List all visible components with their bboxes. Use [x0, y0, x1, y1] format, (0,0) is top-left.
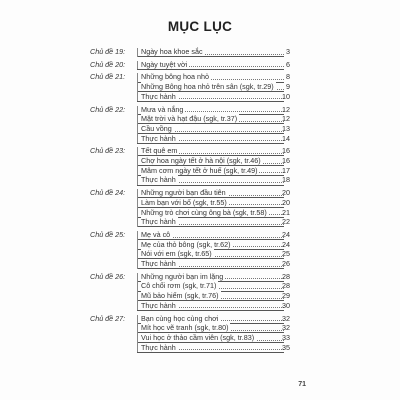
page-number: 71 [298, 381, 306, 388]
toc-page-number: 32 [282, 313, 290, 323]
toc-item-title: Cô chổi rơm (sgk, tr.71) [141, 281, 217, 291]
toc-item-title: Những người bạn im lặng [141, 271, 224, 281]
toc-row [0, 92, 400, 102]
toc-page-number: 22 [282, 217, 290, 227]
toc-page-number: 28 [282, 271, 290, 281]
topic-label: Chủ đề 21: [90, 72, 126, 82]
toc-item-title: Mít học vẽ tranh (sgk, tr.80) [141, 323, 229, 333]
toc-row [0, 314, 400, 324]
toc-page-number: 25 [282, 249, 290, 259]
chapter-bracket [137, 189, 138, 227]
toc-row [0, 323, 400, 333]
chapter-bracket [137, 48, 138, 57]
toc-row [0, 291, 400, 301]
toc-row [0, 72, 400, 82]
chapter-bracket [137, 315, 138, 353]
toc-page-number: 21 [282, 207, 290, 217]
toc-page-number: 20 [282, 188, 290, 198]
toc-page-number: 24 [282, 239, 290, 249]
toc-item-title: Vui học ở thảo cầm viên (sgk, tr.83) [141, 332, 255, 342]
toc-row [0, 343, 400, 353]
toc-item-title: Những người bạn đầu tiên [141, 188, 226, 198]
chapter-bracket [137, 73, 138, 101]
toc-row [0, 146, 400, 156]
toc-item-title: Mẹ của thỏ bông (sgk, tr.62) [141, 239, 231, 249]
topic-label: Chủ đề 22: [90, 104, 126, 114]
toc-row [0, 60, 400, 70]
topic-label: Chủ đề 20: [90, 59, 126, 69]
toc-item-title: Bạn cùng học cùng chơi [141, 313, 219, 323]
toc-page-number: 12 [282, 104, 290, 114]
toc-page-number: 18 [282, 175, 290, 185]
toc-item-title: Ngày tuyệt vời [141, 59, 188, 69]
topic-label: Chủ đề 24: [90, 188, 126, 198]
toc-row [0, 105, 400, 115]
toc-page-number: 17 [282, 165, 290, 175]
chapter-bracket [137, 231, 138, 269]
row-separator [137, 69, 284, 70]
toc-page-number: 28 [282, 281, 290, 291]
toc-page-number: 29 [282, 291, 290, 301]
toc-item-title: Làm bạn với bố (sgk, tr.55) [141, 197, 227, 207]
toc-item-title: Thực hành [141, 342, 176, 352]
toc-item-title: Chợ hoa ngày tết ở hà nội (sgk, tr.46) [141, 156, 261, 165]
toc-page-number: 30 [282, 300, 290, 310]
toc-item-title: Thực hành [141, 175, 176, 185]
row-separator [137, 310, 284, 311]
toc-page-number: 13 [282, 123, 290, 133]
topic-label: Chủ đề 25: [90, 229, 126, 239]
topic-label: Chủ đề 26: [90, 271, 126, 281]
toc-item-title: Mưa và nắng [141, 104, 184, 114]
chapter-bracket [137, 106, 138, 144]
toc-row [0, 249, 400, 259]
toc-row [0, 47, 400, 57]
toc-page-number: 26 [282, 259, 290, 268]
toc-item-title: Mặt trời và hạt đậu (sgk, tr.37) [141, 114, 238, 124]
page-title: MỤC LỤC [167, 19, 233, 34]
toc-page-number: 32 [282, 323, 290, 333]
toc-item-title: Tết quê em [141, 146, 178, 156]
toc-row [0, 272, 400, 282]
toc-row [0, 188, 400, 198]
toc-item-title: Nói với em (sgk, tr.65) [141, 249, 212, 259]
toc-page-number: 8 [286, 72, 290, 82]
toc-page-number: 24 [282, 229, 290, 239]
toc-page-number: 14 [282, 133, 290, 143]
toc-item-title: Thực hành [141, 259, 176, 268]
chapter-bracket [137, 147, 138, 185]
toc-row [0, 198, 400, 208]
toc-page-number: 16 [282, 146, 290, 156]
toc-row [0, 230, 400, 240]
toc-row [0, 240, 400, 250]
toc-item-title: Những trò chơi cùng ông bà (sgk, tr.58) [141, 207, 267, 217]
toc-row [0, 166, 400, 176]
toc-page-number: 3 [286, 47, 290, 56]
toc-row [0, 124, 400, 134]
row-separator [137, 185, 284, 186]
toc-row [0, 217, 400, 227]
row-separator [137, 226, 284, 227]
toc-item-title: Mũ bảo hiểm (sgk, tr.76) [141, 291, 219, 301]
toc-page-number: 9 [286, 82, 290, 92]
toc-row [0, 281, 400, 291]
toc-page-number: 33 [282, 332, 290, 342]
toc-item-title: Cầu vồng [141, 123, 172, 133]
toc-row [0, 301, 400, 311]
toc-item-title: Thực hành [141, 300, 176, 310]
chapter-bracket [137, 273, 138, 311]
toc-item-title: Ngày hoa khoe sắc [141, 47, 203, 56]
toc-row [0, 82, 400, 92]
toc-page-number: 12 [282, 114, 290, 124]
row-separator [137, 268, 284, 269]
toc-item-title: Những Bông hoa nhỏ trên sân (sgk, tr.29) [141, 82, 274, 92]
toc-row [0, 175, 400, 185]
toc-page-number: 35 [282, 342, 290, 352]
toc-page-number: 20 [282, 197, 290, 207]
row-separator [137, 56, 284, 57]
toc-item-title: Mẹ và cô [141, 229, 171, 239]
toc-row [0, 259, 400, 269]
toc-page-number: 10 [282, 91, 290, 101]
topic-label: Chủ đề 27: [90, 313, 126, 323]
toc-row [0, 114, 400, 124]
toc-row [0, 134, 400, 144]
toc-item-title: Mâm cơm ngày tết ở huế (sgk, tr.49) [141, 165, 258, 175]
toc-row [0, 156, 400, 166]
topic-label: Chủ đề 19: [90, 47, 126, 56]
toc-item-title: Thực hành [141, 217, 176, 227]
toc-page-number: 6 [286, 59, 290, 69]
toc-item-title: Thực hành [141, 91, 176, 101]
toc-page-number: 16 [282, 156, 290, 165]
toc-item-title: Thực hành [141, 133, 176, 143]
chapter-bracket [137, 61, 138, 70]
topic-label: Chủ đề 23: [90, 146, 126, 156]
toc-row [0, 208, 400, 218]
toc-row [0, 333, 400, 343]
toc-item-title: Những bông hoa nhỏ [141, 72, 209, 82]
row-separator [137, 101, 284, 102]
